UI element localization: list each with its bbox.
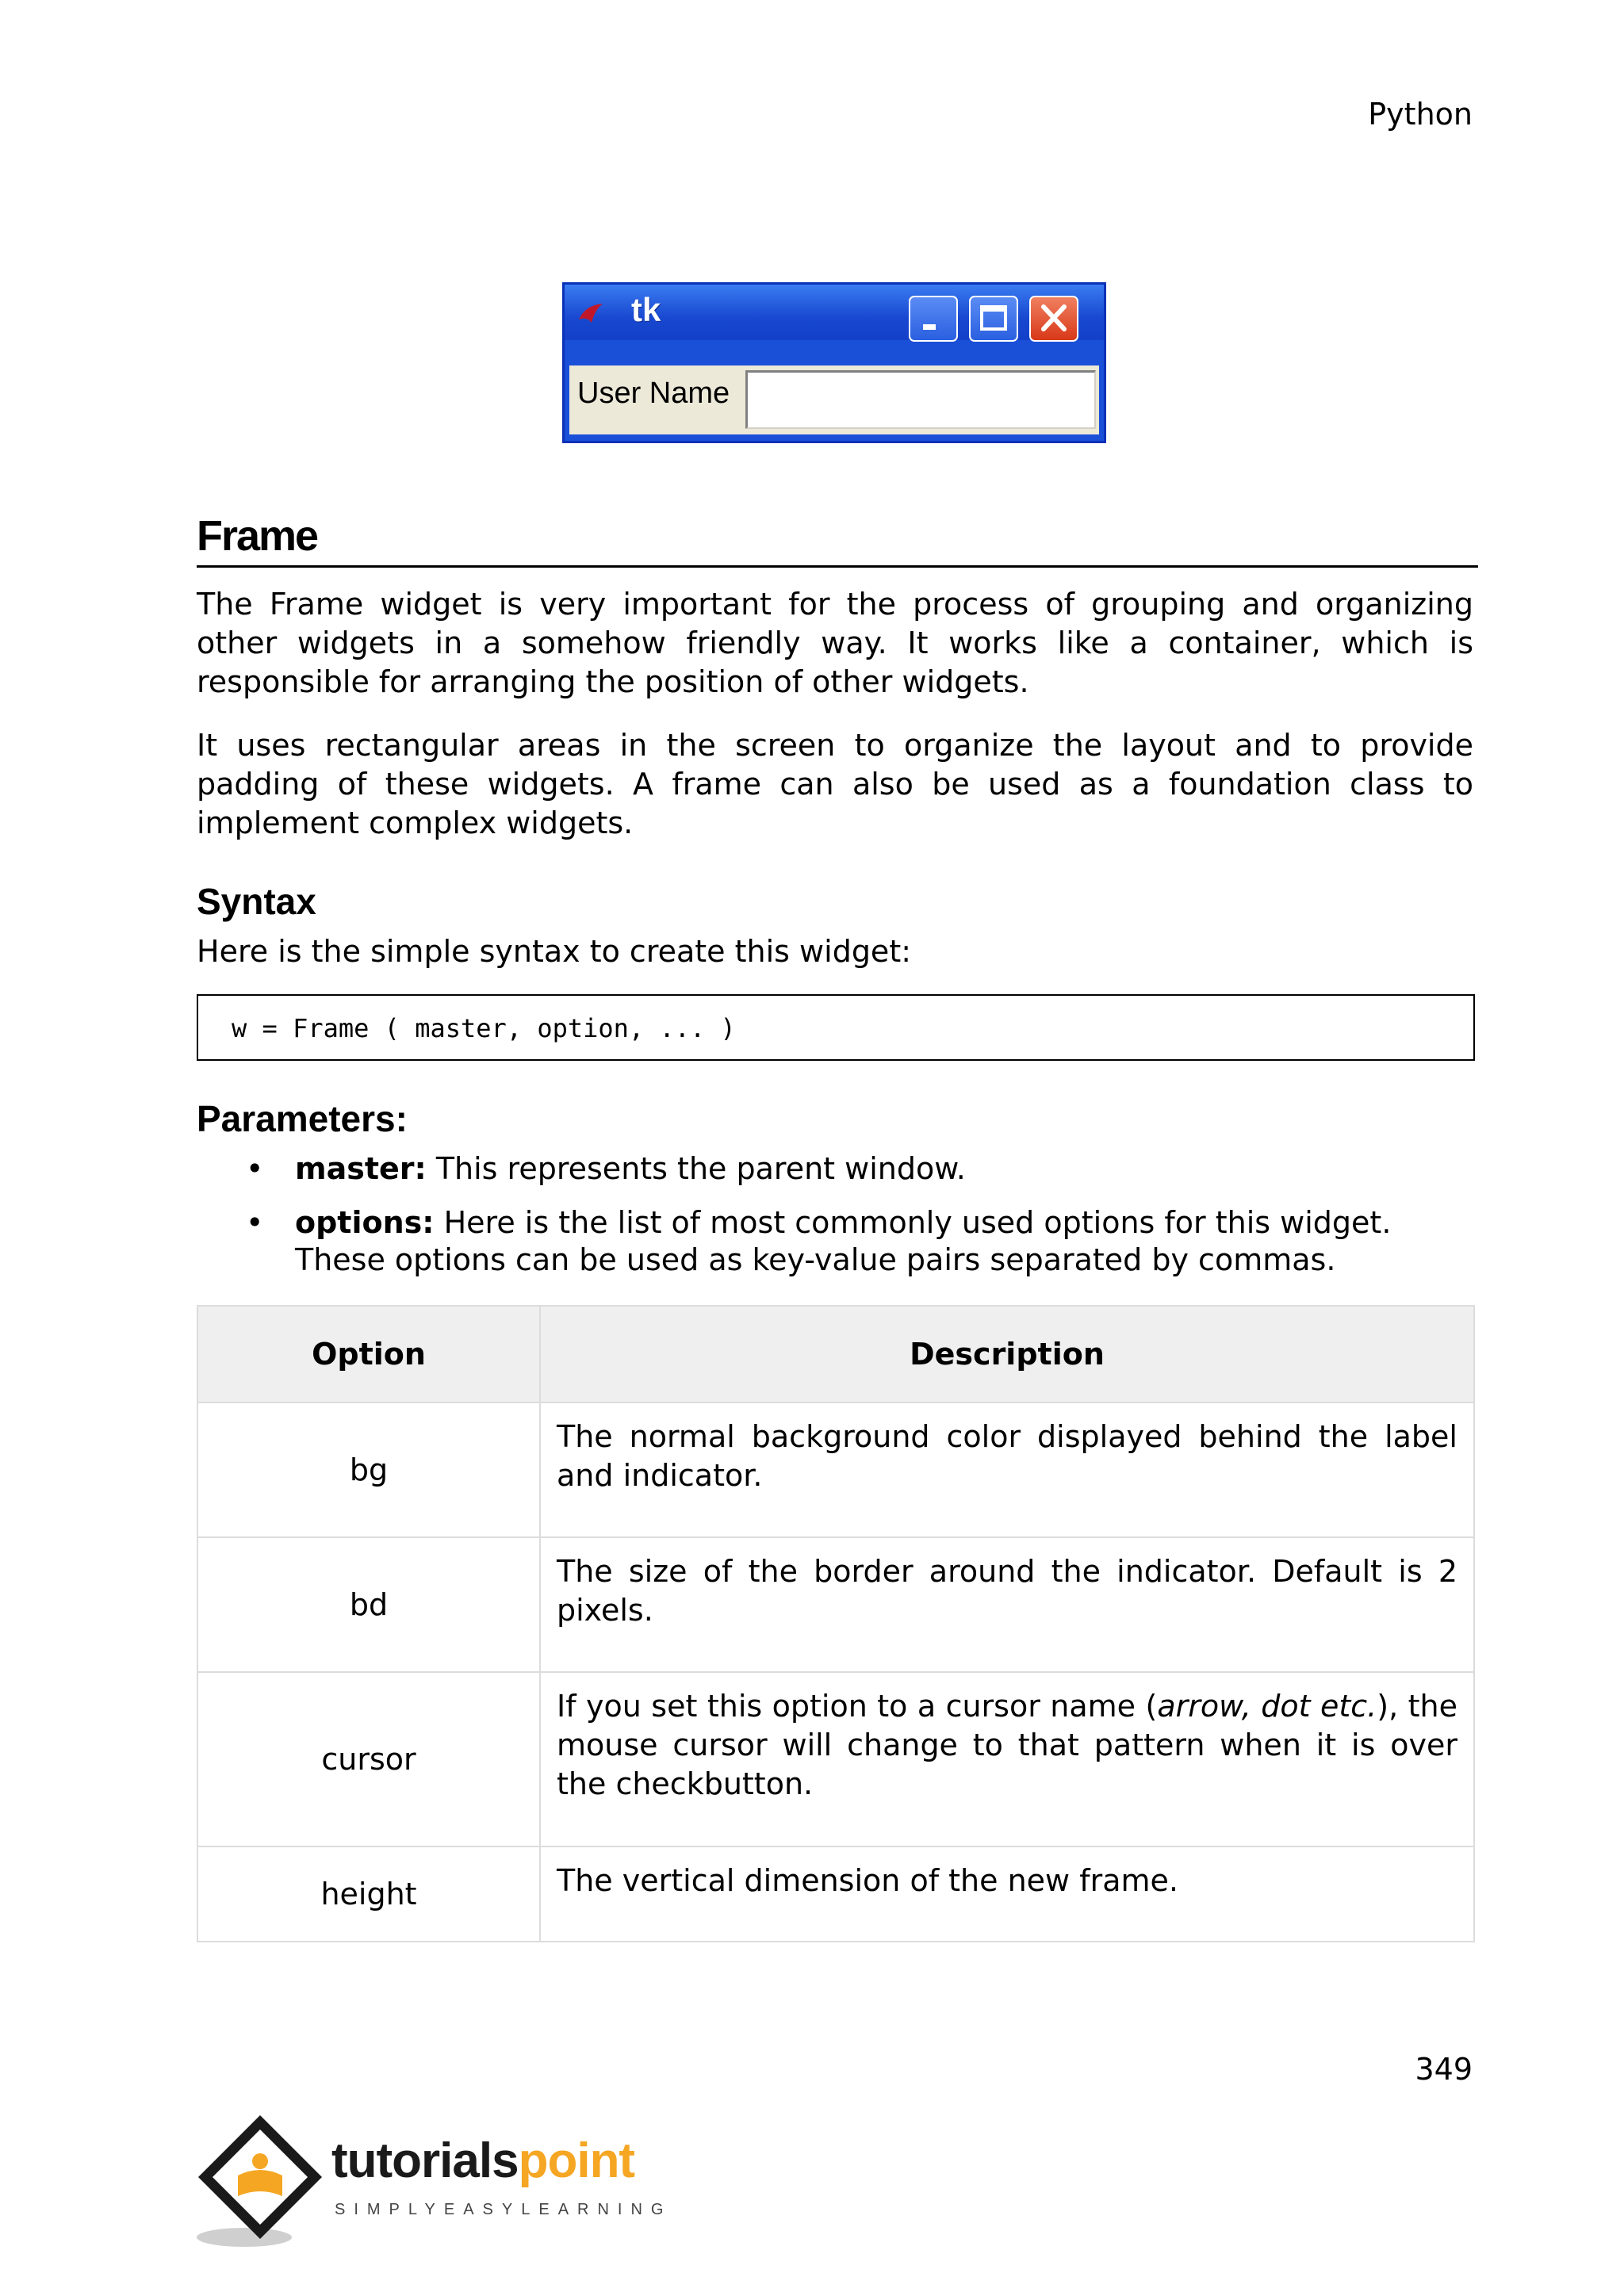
tk-titlebar: [565, 285, 1104, 340]
param-text: This represents the parent window.: [435, 1151, 966, 1186]
tk-window-screenshot: [562, 282, 1106, 443]
maximize-icon: [971, 297, 1017, 340]
close-button[interactable]: [1029, 296, 1078, 342]
param-term: master:: [295, 1151, 427, 1186]
option-cell: bd: [197, 1537, 540, 1672]
description-cell: The vertical dimension of the new frame.: [540, 1846, 1474, 1942]
param-text: Here is the list of most commonly used options for this widget. These options can be used as key-value pairs separated by commas.: [295, 1205, 1392, 1277]
syntax-heading: Syntax: [197, 881, 316, 922]
tk-feather-icon: [577, 302, 604, 324]
option-cell: height: [197, 1846, 540, 1942]
intro-paragraph: The Frame widget is very important for the process of grouping and organizing other widgets in a somehow friendly way. It works like a container, which is responsible for arranging the position of other widgets.: [197, 587, 1473, 699]
logo-tagline: SIMPLYEASYLEARNING: [335, 2201, 672, 2218]
description-cell: If you set this option to a cursor name (arrow, dot etc.), the mouse cursor will change to that pattern when it is over the checkbutton.: [540, 1672, 1474, 1846]
tk-window-body: [569, 365, 1099, 434]
table-row: [197, 1537, 1474, 1672]
logo-wordmark: tutorialspoint: [331, 2133, 635, 2188]
syntax-intro: Here is the simple syntax to create this widget:: [197, 934, 912, 969]
user-name-label: User Name: [577, 377, 730, 410]
tk-window-title: tk: [631, 291, 661, 328]
bullet-icon: •: [246, 1151, 264, 1186]
minimize-icon: [910, 297, 956, 340]
section-divider: [197, 565, 1478, 568]
table-header-row: [197, 1306, 1474, 1402]
table-row: [197, 1846, 1474, 1942]
table-row: [197, 1672, 1474, 1846]
bullet-icon: •: [246, 1205, 264, 1240]
options-table: [197, 1305, 1475, 1942]
tutorialspoint-logo: [192, 2109, 684, 2252]
table-row: [197, 1402, 1474, 1537]
page-number: 349: [1415, 2052, 1473, 2087]
description-cell: The size of the border around the indicator. Default is 2 pixels.: [540, 1537, 1474, 1672]
column-header: Option: [197, 1306, 540, 1402]
logo-diamond-icon: [192, 2109, 335, 2252]
code-line: w = Frame ( master, option, ... ): [232, 1013, 736, 1043]
close-icon: [1031, 297, 1077, 340]
description-cell: The normal background color displayed behind the label and indicator.: [540, 1402, 1474, 1537]
maximize-button[interactable]: [969, 296, 1018, 342]
parameters-heading: Parameters:: [197, 1098, 408, 1139]
code-block: [197, 994, 1475, 1061]
param-term: options:: [295, 1205, 435, 1240]
layout-paragraph: It uses rectangular areas in the screen to organize the layout and to provide padding of these widgets. A frame can also be used as a foundation class to implement complex widgets.: [197, 728, 1473, 840]
header-label: Python: [1368, 97, 1473, 132]
option-cell: bg: [197, 1402, 540, 1537]
column-header: Description: [540, 1306, 1474, 1402]
option-cell: cursor: [197, 1672, 540, 1846]
user-name-input[interactable]: [745, 370, 1096, 429]
section-title: Frame: [197, 512, 318, 560]
minimize-button[interactable]: [909, 296, 958, 342]
